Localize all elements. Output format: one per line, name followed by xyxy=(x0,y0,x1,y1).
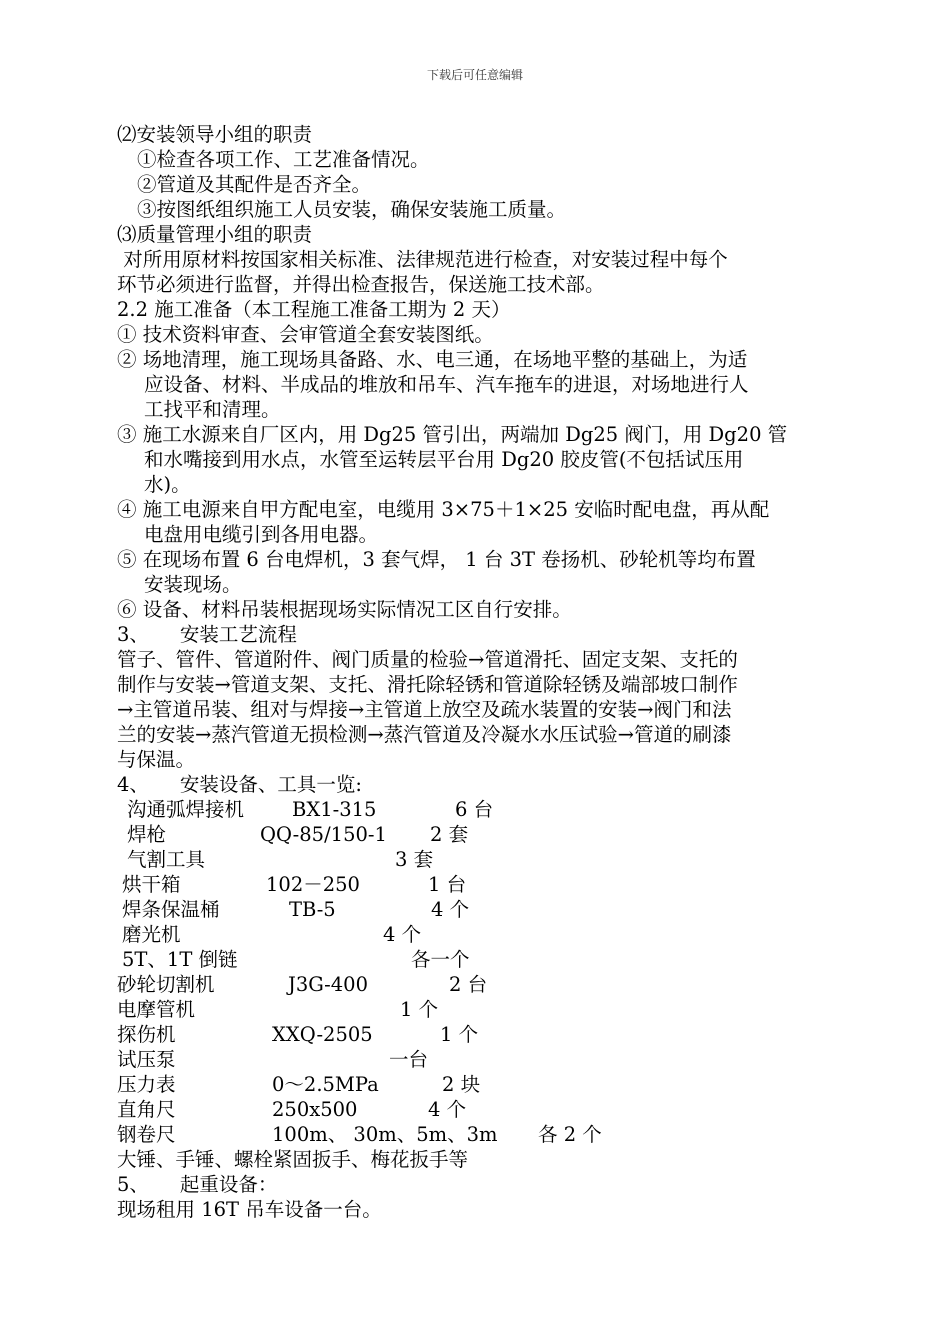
equipment-qty: 1 台 xyxy=(428,873,467,896)
paragraph-line: 环节必须进行监督，并得出检查报告，保送施工技术部。 xyxy=(117,273,605,296)
equipment-row xyxy=(117,1022,837,1047)
equipment-model: QQ-85/150-1 xyxy=(260,823,387,846)
section-heading: ⑶质量管理小组的职责 xyxy=(117,223,313,246)
equipment-name: 5T、1T 倒链 xyxy=(122,948,238,971)
paragraph-line: 现场租用 16T 吊车设备一台。 xyxy=(117,1198,382,1221)
equipment-model: BX1-315 xyxy=(292,798,377,821)
equipment-row xyxy=(117,947,837,972)
list-item: ①检查各项工作、工艺准备情况。 xyxy=(137,148,430,171)
equipment-row xyxy=(117,1072,837,1097)
equipment-name: 电摩管机 xyxy=(117,998,196,1021)
equipment-qty: 3 套 xyxy=(395,848,434,871)
equipment-row xyxy=(117,1122,837,1147)
list-item: ⑥ 设备、材料吊装根据现场实际情况工区自行安排。 xyxy=(117,598,572,621)
equipment-name: 焊条保温桶 xyxy=(122,898,220,921)
paragraph-line: 制作与安装→管道支架、支托、滑托除轻锈和管道除轻锈及端部坡口制作 xyxy=(117,673,738,696)
equipment-name: 直角尺 xyxy=(117,1098,176,1121)
paragraph-line: 管子、管件、管道附件、阀门质量的检验→管道滑托、固定支架、支托的 xyxy=(117,648,738,671)
section-heading: 2.2 施工准备（本工程施工准备工期为 2 天） xyxy=(117,298,511,321)
equipment-qty: 4 个 xyxy=(383,923,422,946)
equipment-qty: 各一个 xyxy=(411,948,470,971)
equipment-name: 砂轮切割机 xyxy=(117,973,215,996)
list-item: ④ 施工电源来自甲方配电室，电缆用 3×75＋1×25 安临时配电盘，再从配 xyxy=(117,498,770,521)
document-body xyxy=(117,122,837,1222)
equipment-name: 烘干箱 xyxy=(122,873,181,896)
equipment-name: 压力表 xyxy=(117,1073,176,1096)
equipment-model: 102－250 xyxy=(266,873,360,896)
equipment-name: 磨光机 xyxy=(122,923,181,946)
list-item-continuation: 电盘用电缆引到各用电器。 xyxy=(144,523,379,546)
equipment-name: 焊枪 xyxy=(127,823,167,846)
paragraph-line: 对所用原材料按国家相关标准、法律规范进行检查，对安装过程中每个 xyxy=(117,248,728,271)
paragraph-line: 大锤、手锤、螺栓紧固扳手、梅花扳手等 xyxy=(117,1148,469,1171)
equipment-name: 探伤机 xyxy=(117,1023,176,1046)
equipment-row xyxy=(117,972,837,997)
section-heading: 5、 起重设备： xyxy=(117,1173,278,1196)
equipment-qty: 2 块 xyxy=(442,1073,481,1096)
equipment-row xyxy=(117,847,837,872)
section-heading: ⑵安装领导小组的职责 xyxy=(117,123,313,146)
equipment-model: 100m、 30m、5m、3m xyxy=(272,1123,498,1146)
paragraph-line: 与保温。 xyxy=(117,748,196,771)
equipment-qty: 一台 xyxy=(389,1048,429,1071)
list-item-continuation: 应设备、材料、半成品的堆放和吊车、汽车拖车的进退，对场地进行人 xyxy=(144,373,749,396)
equipment-name: 沟通弧焊接机 xyxy=(127,798,245,821)
list-item-continuation: 安装现场。 xyxy=(144,573,242,596)
equipment-qty: 各 2 个 xyxy=(538,1123,602,1146)
equipment-model: J3G-400 xyxy=(288,973,368,996)
equipment-qty: 2 套 xyxy=(430,823,469,846)
equipment-model: TB-5 xyxy=(289,898,336,921)
section-heading: 3、 安装工艺流程 xyxy=(117,623,297,646)
page-header: 下载后可任意编辑 xyxy=(426,68,523,82)
list-item-continuation: 和水嘴接到用水点，水管至运转层平台用 Dg20 胶皮管(不包括试压用 xyxy=(144,448,744,471)
equipment-row xyxy=(117,872,837,897)
list-item: ⑤ 在现场布置 6 台电焊机，3 套气焊， 1 台 3T 卷扬机、砂轮机等均布置 xyxy=(117,548,756,571)
equipment-qty: 6 台 xyxy=(455,798,494,821)
equipment-model: XXQ-2505 xyxy=(272,1023,373,1046)
equipment-model: 250x500 xyxy=(272,1098,358,1121)
equipment-row xyxy=(117,922,837,947)
section-heading: 4、 安装设备、工具一览: xyxy=(117,773,362,796)
equipment-row xyxy=(117,1097,837,1122)
list-item: ② 场地清理，施工现场具备路、水、电三通，在场地平整的基础上，为适 xyxy=(117,348,748,371)
list-item-continuation: 工找平和清理。 xyxy=(144,398,281,421)
equipment-row xyxy=(117,897,837,922)
list-item-continuation: 水)。 xyxy=(144,473,191,496)
paragraph-line: →主管道吊装、组对与焊接→主管道上放空及疏水装置的安装→阀门和法 xyxy=(117,698,732,721)
equipment-model: 0～2.5MPa xyxy=(272,1073,379,1096)
equipment-qty: 1 个 xyxy=(440,1023,479,1046)
paragraph-line: 兰的安装→蒸汽管道无损检测→蒸汽管道及冷凝水水压试验→管道的刷漆 xyxy=(117,723,732,746)
list-item: ③ 施工水源来自厂区内，用 Dg25 管引出，两端加 Dg25 阀门，用 Dg20 管 xyxy=(117,423,788,446)
equipment-qty: 4 个 xyxy=(431,898,470,921)
equipment-row xyxy=(117,797,837,822)
list-item: ②管道及其配件是否齐全。 xyxy=(137,173,372,196)
list-item: ① 技术资料审查、会审管道全套安装图纸。 xyxy=(117,323,494,346)
equipment-row xyxy=(117,997,837,1022)
equipment-name: 气割工具 xyxy=(127,848,206,871)
list-item: ③按图纸组织施工人员安装，确保安装施工质量。 xyxy=(137,198,567,221)
equipment-name: 试压泵 xyxy=(117,1048,176,1071)
equipment-row xyxy=(117,1047,837,1072)
equipment-qty: 4 个 xyxy=(428,1098,467,1121)
equipment-name: 钢卷尺 xyxy=(117,1123,176,1146)
equipment-qty: 1 个 xyxy=(400,998,439,1021)
equipment-qty: 2 台 xyxy=(449,973,488,996)
equipment-row xyxy=(117,822,837,847)
